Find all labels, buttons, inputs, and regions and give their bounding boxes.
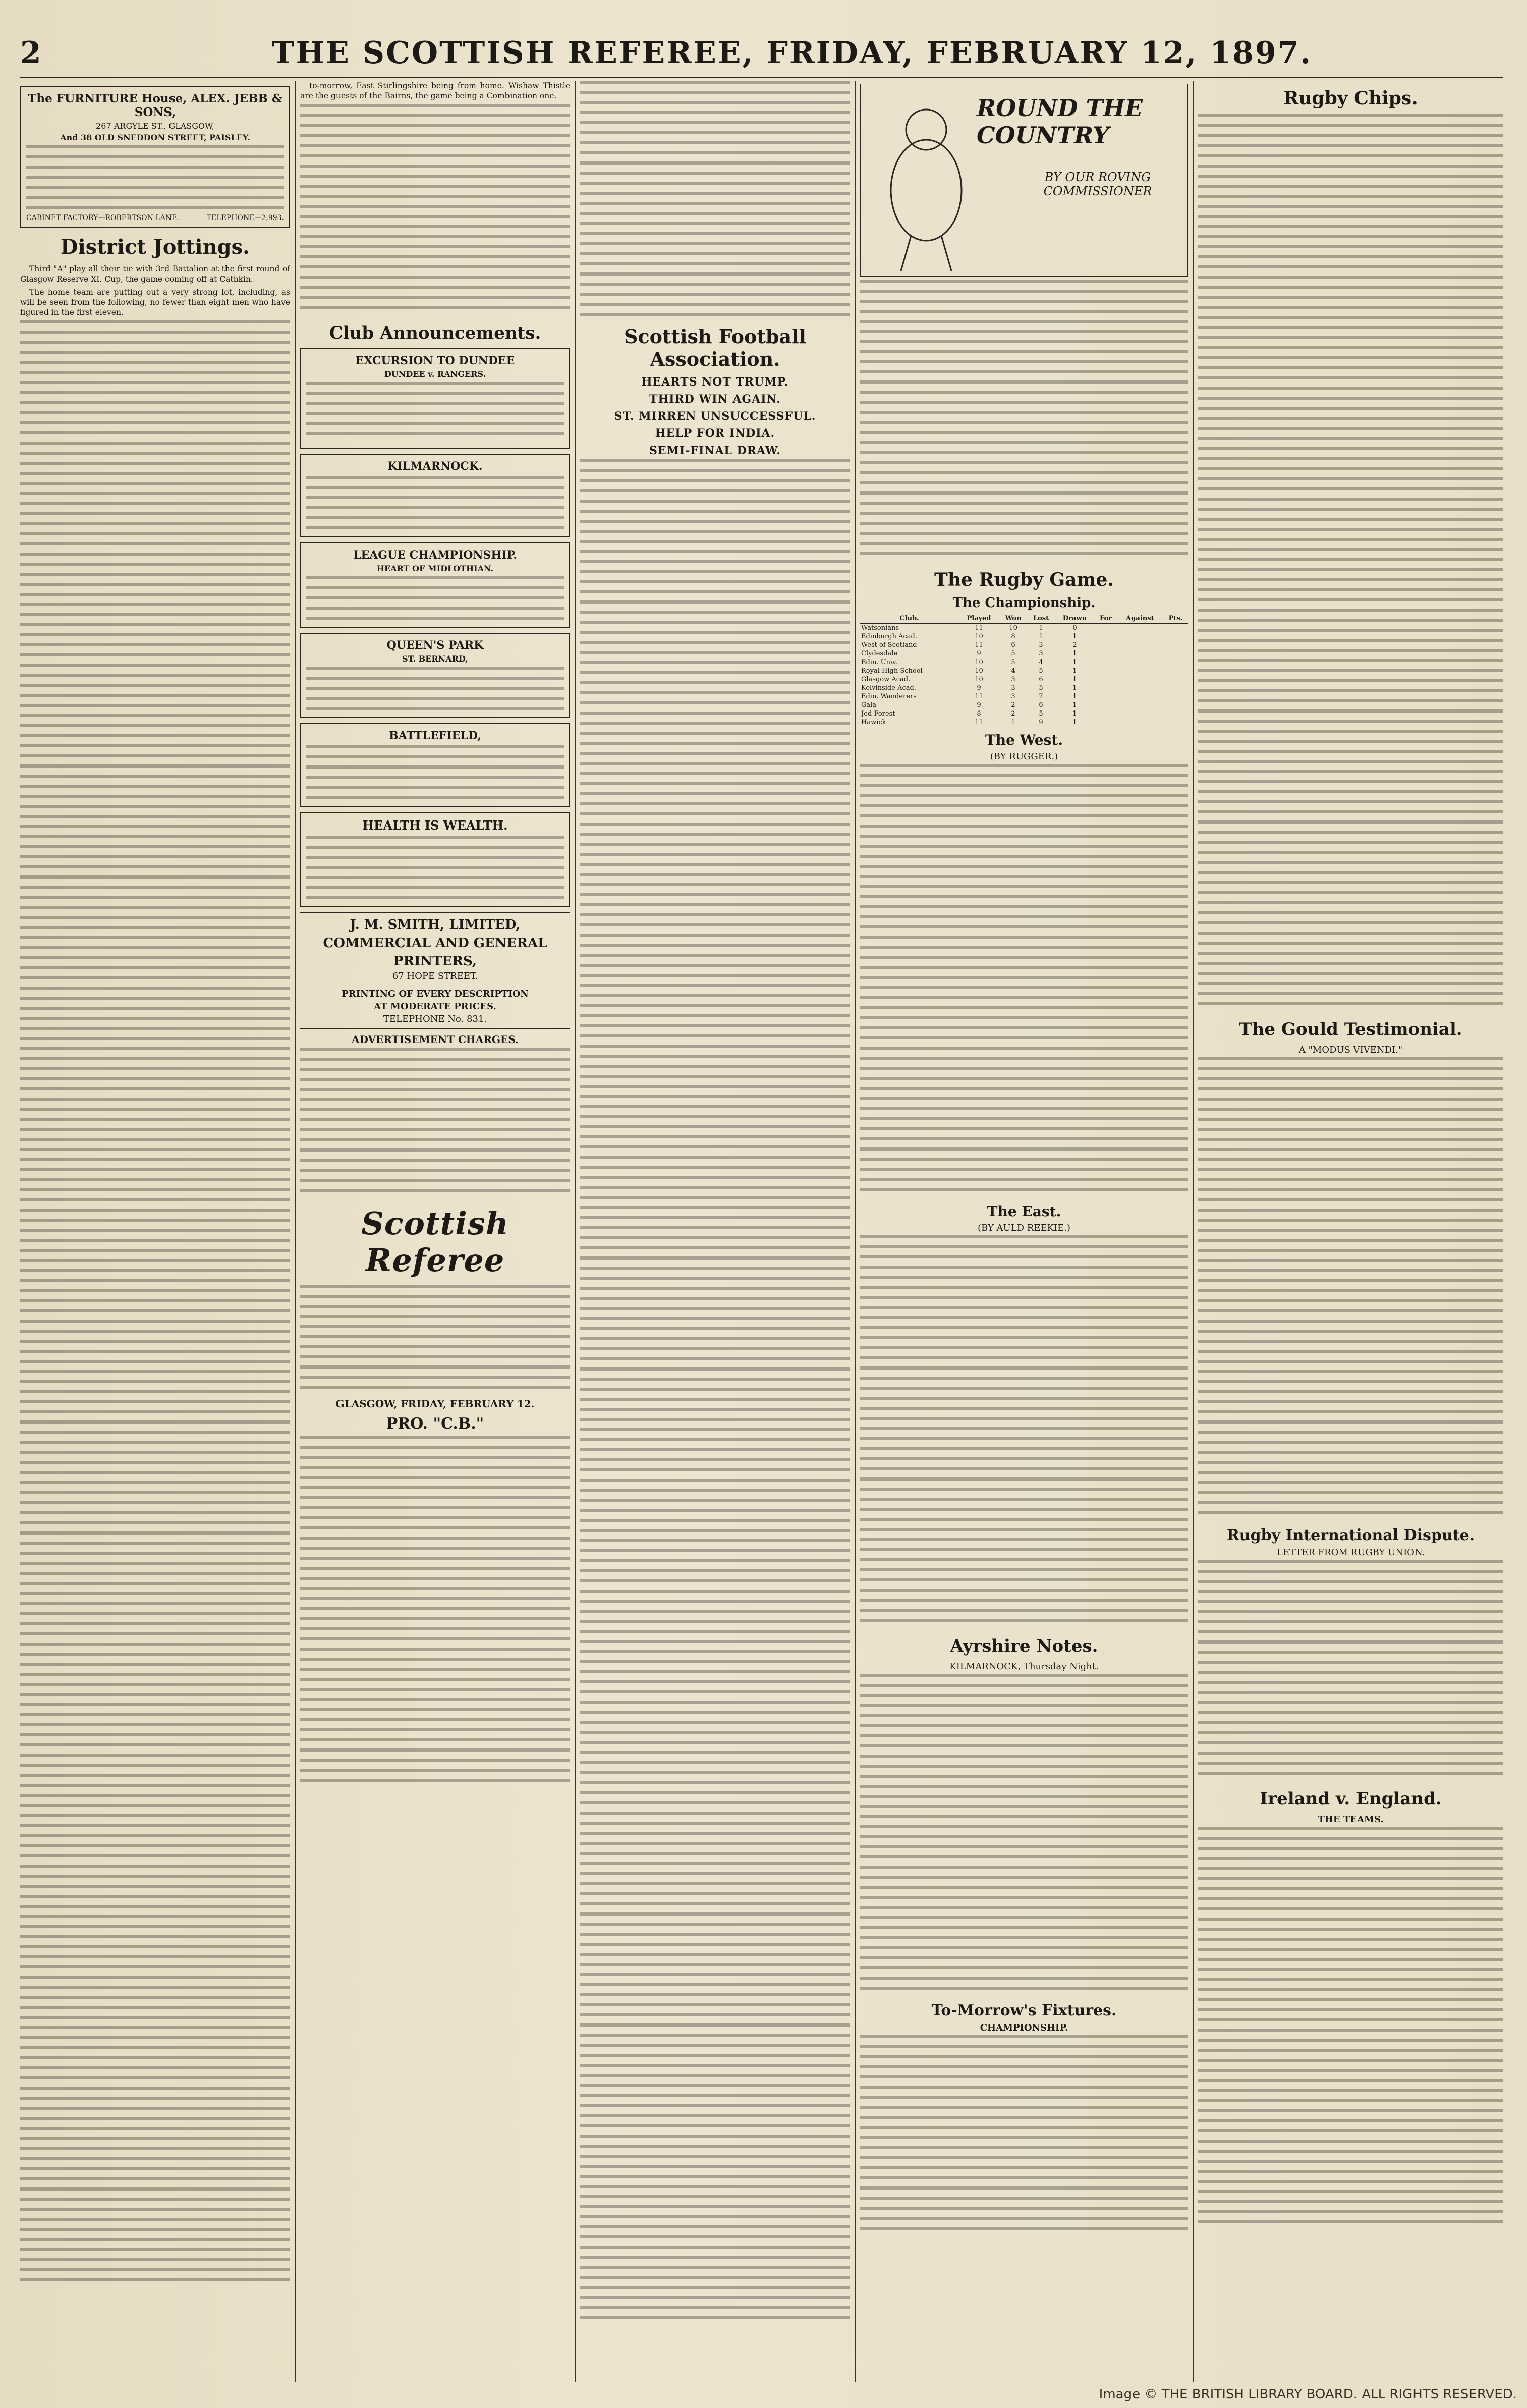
table-cell: Kelvinside Acad. [861,684,916,692]
printer-name: J. M. SMITH, LIMITED, [350,917,521,933]
section-heading: Club Announcements. [329,323,541,343]
table-cell: 4 [1039,659,1043,666]
article-heading: PRO. "C.B." [386,1415,484,1433]
table-cell [1163,684,1188,692]
byline: (BY RUGGER.) [990,751,1058,762]
section-heading: The Gould Testimonial. [1239,1019,1462,1039]
sub-heading: The East. [987,1203,1061,1220]
table-cell: 1 [1039,633,1043,640]
section-heading: Ireland v. England. [1260,1789,1442,1809]
text-block [300,104,570,316]
furniture-advert [20,86,290,228]
table-header: Drawn [1055,614,1095,624]
table-row [860,641,1188,649]
text-block [580,81,850,318]
table-cell [1095,632,1117,641]
section-heading: To-Morrow's Fixtures. [931,2002,1117,2019]
table-row [860,692,1188,701]
table-cell [1117,675,1163,684]
text-block [1198,1057,1503,1521]
sub-heading: LETTER FROM RUGBY UNION. [1276,1547,1425,1558]
masthead [20,30,1503,78]
health-advert [300,812,570,907]
table-cell [1095,718,1117,727]
table-cell: 1 [1072,693,1077,700]
column-2 [300,81,570,2382]
table-cell: 1 [1072,650,1077,658]
table-row [860,709,1188,718]
table-cell: 0 [1072,624,1077,632]
table-header: Against [1117,614,1163,624]
text-block [20,320,290,2288]
text-block [300,1436,570,1789]
table-row [860,701,1188,709]
cartoon-byline: BY OUR ROVING COMMISSIONER [1043,170,1152,198]
column-1 [20,81,290,2382]
table-cell: 9 [977,650,981,658]
printer-line: COMMERCIAL AND GENERAL [323,936,547,951]
table-cell: 3 [1011,693,1015,700]
cartoon-title: ROUND THE COUNTRY [977,94,1143,149]
table-cell: 10 [975,676,983,683]
sub-heading: A "MODUS VIVENDI." [1298,1045,1403,1055]
table-cell: 5 [1039,710,1043,718]
table-cell [1163,658,1188,667]
section-heading: Rugby International Dispute. [1226,1526,1475,1544]
table-cell: 6 [1011,641,1015,649]
table-cell [1163,667,1188,675]
table-cell [1117,667,1163,675]
table-cell: Hawick [861,719,886,726]
table-cell: 1 [1072,710,1077,718]
table-cell: 9 [977,701,981,709]
column-rule [1193,81,1194,2382]
table-cell: 3 [1039,641,1043,649]
table-cell [1163,675,1188,684]
table-cell: 9 [977,684,981,692]
table-cell [1095,667,1117,675]
table-cell [1095,692,1117,701]
table-cell [1117,692,1163,701]
table-cell: 11 [975,719,983,726]
sub-heading: HEARTS NOT TRUMP. [641,375,789,389]
table-cell [1117,658,1163,667]
table-row [860,649,1188,658]
club-advert [300,348,570,449]
printer-line: PRINTERS, [393,954,477,969]
table-cell: 1 [1072,719,1077,726]
club-advert [300,633,570,718]
table-cell [1095,701,1117,709]
table-cell [1117,684,1163,692]
printer-address: 67 HOPE STREET. [392,971,478,981]
advert-line: CABINET FACTORY—ROBERTSON LANE. [26,214,179,222]
sub-heading: The Championship. [952,595,1096,611]
text-block [306,576,564,622]
table-cell: 5 [1011,650,1015,658]
advert-line: ST. BERNARD, [402,654,468,664]
table-cell: Royal High School [861,667,923,675]
table-cell: 11 [975,624,983,632]
article-paragraph: Third "A" play all their tie with 3rd Battalion at the first round of Glasgow Reserve XI. Cup, the game coming off at Cathkin. [20,264,290,284]
round-the-country-cartoon [860,84,1188,277]
table-header: Lost [1027,614,1055,624]
sub-heading: ST. MIRREN UNSUCCESSFUL. [614,410,816,423]
table-cell: 2 [1072,641,1077,649]
table-cell: 5 [1011,659,1015,666]
table-cell [1117,624,1163,633]
advert-title: KILMARNOCK. [387,460,483,473]
table-cell: Edinburgh Acad. [861,633,917,640]
sub-heading: THIRD WIN AGAIN. [649,393,781,406]
column-rule [295,81,296,2382]
table-cell: Glasgow Acad. [861,676,911,683]
section-heading: Scottish Football Association. [624,325,806,370]
table-cell [1117,649,1163,658]
section-heading: District Jottings. [60,235,250,259]
table-cell: 8 [977,710,981,718]
advert-title: QUEEN'S PARK [386,639,484,652]
table-cell [1163,632,1188,641]
table-header: For [1095,614,1117,624]
table-cell: 1 [1072,633,1077,640]
table-cell: 1 [1072,684,1077,692]
text-block [306,836,564,901]
table-cell: West of Scotland [861,641,917,649]
table-cell [1095,675,1117,684]
sub-heading: SEMI-FINAL DRAW. [649,444,781,457]
table-cell: Jed-Forest [861,710,895,718]
text-block [1198,114,1503,1012]
advert-title: EXCURSION TO DUNDEE [355,354,515,367]
table-cell [1095,684,1117,692]
table-cell: 1 [1011,719,1015,726]
table-cell: 5 [1039,684,1043,692]
column-rule [855,81,856,2382]
text-block [1198,1560,1503,1782]
column-4 [860,81,1188,2382]
printer-line: AT MODERATE PRICES. [374,1001,496,1012]
club-advert [300,454,570,537]
text-block [1198,1827,1503,2230]
advert-title: The FURNITURE House, ALEX. JEBB & SONS, [28,92,282,119]
sub-heading: The West. [985,732,1063,748]
text-block [300,1048,570,1199]
table-cell [1095,641,1117,649]
table-cell: 1 [1039,624,1043,632]
club-advert [300,542,570,628]
text-block [26,145,284,211]
table-cell: Edin. Univ. [861,659,898,666]
table-cell [1163,701,1188,709]
championship-table [860,614,1188,727]
printer-telephone: TELEPHONE No. 831. [383,1014,487,1024]
dateline: KILMARNOCK, Thursday Night. [949,1661,1099,1672]
table-cell: 1 [1072,667,1077,675]
table-cell: 10 [975,633,983,640]
advert-title: HEALTH IS WEALTH. [362,818,508,833]
table-cell [1163,692,1188,701]
advert-line: TELEPHONE—2,993. [206,214,284,222]
advertisement-charges: ADVERTISEMENT CHARGES. [352,1033,519,1046]
advert-line: HEART OF MIDLOTHIAN. [376,564,494,573]
table-row [860,632,1188,641]
sub-heading: CHAMPIONSHIP. [980,2022,1068,2033]
sub-heading: THE TEAMS. [1318,1814,1384,1825]
table-cell: 3 [1011,676,1015,683]
advert-line: 267 ARGYLE ST., GLASGOW, [96,121,214,131]
table-cell: 10 [975,667,983,675]
byline: (BY AULD REEKIE.) [977,1223,1071,1233]
table-header: Club. [860,614,958,624]
table-cell: 1 [1072,676,1077,683]
table-cell: 9 [1039,719,1043,726]
article-paragraph: to-morrow, East Stirlingshire being from home. Wishaw Thistle are the guests of the Bairns, the game being a Combination one. [300,81,570,100]
printer-line: PRINTING OF EVERY DESCRIPTION [342,989,529,999]
table-cell [1117,718,1163,727]
column-5 [1198,81,1503,2382]
table-row [860,624,1188,633]
table-row [860,667,1188,675]
table-cell: 2 [1011,710,1015,718]
text-block [860,1674,1188,1997]
section-heading: Rugby Chips. [1283,88,1418,109]
table-row [860,718,1188,727]
table-cell: 6 [1039,676,1043,683]
text-block [300,1285,570,1396]
sub-heading: HELP FOR INDIA. [655,427,775,440]
club-advert [300,723,570,807]
article-paragraph: The home team are putting out a very strong lot, including, as will be seen from the following, no fewer than eight men who have figured in the first eleven. [20,288,290,317]
table-row [860,658,1188,667]
table-cell [1163,649,1188,658]
table-cell: 2 [1011,701,1015,709]
advert-title: BATTLEFIELD, [389,729,481,742]
advert-line: And 38 OLD SNEDDON STREET, PAISLEY. [60,133,250,142]
image-credit: Image © THE BRITISH LIBRARY BOARD. ALL RIGHTS RESERVED. [1099,2387,1517,2402]
section-heading: Ayrshire Notes. [950,1636,1098,1656]
table-cell: 3 [1039,650,1043,658]
column-3 [580,81,850,2382]
table-cell [1117,709,1163,718]
advert-line: DUNDEE v. RANGERS. [384,369,486,379]
table-cell [1117,632,1163,641]
table-cell: Watsonians [861,624,899,632]
table-cell [1095,709,1117,718]
text-block [306,745,564,801]
text-block [860,764,1188,1198]
table-cell [1163,641,1188,649]
table-cell [1163,709,1188,718]
table-cell: 1 [1072,659,1077,666]
table-header: Won [999,614,1027,624]
table-cell: 6 [1039,701,1043,709]
table-cell: 10 [1009,624,1017,632]
text-block [306,667,564,712]
table-cell: Edin. Wanderers [861,693,917,700]
table-cell: 11 [975,693,983,700]
masthead-title: THE SCOTTISH REFEREE, FRIDAY, FEBRUARY 12, 1897. [271,35,1313,71]
table-cell: 3 [1011,684,1015,692]
table-cell [1163,624,1188,633]
table-cell: 4 [1011,667,1015,675]
page-number: 2 [20,35,41,71]
advert-title: LEAGUE CHAMPIONSHIP. [353,549,518,562]
text-block [306,382,564,443]
table-cell: 5 [1039,667,1043,675]
table-cell: 10 [975,659,983,666]
dateline: GLASGOW, FRIDAY, FEBRUARY 12. [335,1398,535,1410]
section-heading: The Rugby Game. [934,569,1114,590]
column-rule [575,81,576,2382]
table-row [860,684,1188,692]
text-block [306,476,564,531]
table-cell: 8 [1011,633,1015,640]
table-cell: 7 [1039,693,1043,700]
table-cell [1163,718,1188,727]
table-cell [1117,701,1163,709]
table-cell [1095,649,1117,658]
table-cell [1117,641,1163,649]
table-cell [1095,624,1117,633]
table-header: Played [958,614,999,624]
table-cell: 1 [1072,701,1077,709]
text-block [860,280,1188,562]
table-row [860,675,1188,684]
table-cell: Gala [861,701,877,709]
table-header: Pts. [1163,614,1188,624]
table-cell: Clydesdale [861,650,898,658]
text-block [860,2035,1188,2237]
scottish-referee-logo: Scottish Referee [361,1205,509,1279]
text-block [860,1235,1188,1629]
table-cell: 11 [975,641,983,649]
text-block [580,459,850,2326]
table-cell [1095,658,1117,667]
